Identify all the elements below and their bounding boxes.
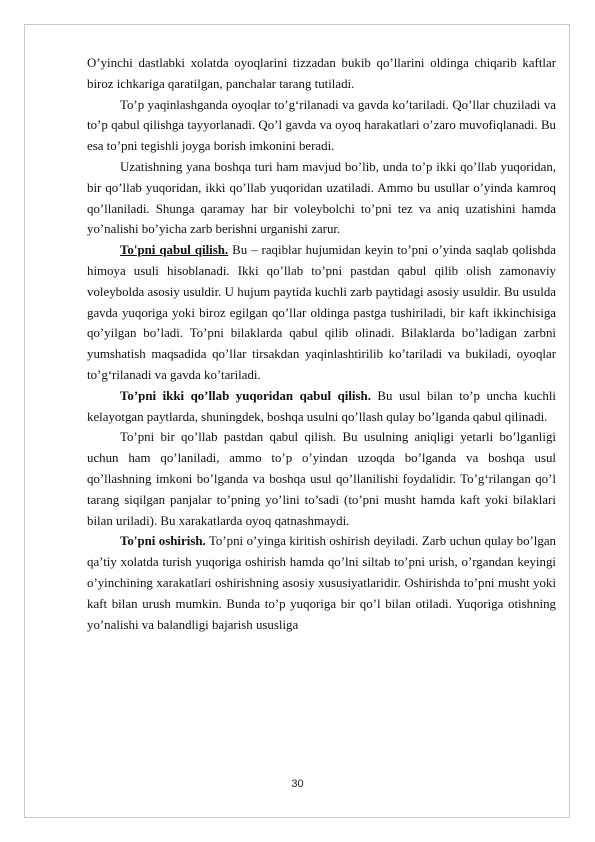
- section-heading-ball-reception: To'pni qabul qilish.: [120, 243, 229, 258]
- paragraph-text: Uzatishning yana boshqa turi ham mavjud bo’lib, unda to’p ikki qo’llab yuqoridan, bir qo’llab yuqoridan, ikki qo’llab yuqoridan uzatiladi. Ammo bu usullar o’yinda kamroq qo’llaniladi. Shunga qaramay har bir voleybolchi to’pni tez va aniq uzatishini hamda yo’nalishi bo’yicha zarb berishni urganishi zarur.: [87, 159, 556, 237]
- paragraph-text: Bu usul bilan to’p uncha kuchli kelayotgan paytlarda, shuningdek, boshqa usulni qo’llash qulay bo’lganda qabul qilinadi.: [87, 388, 556, 424]
- paragraph-4: [87, 240, 556, 386]
- paragraph-2: [87, 95, 556, 157]
- section-heading-two-hand-overhead: To’pni ikki qo’llab yuqoridan qabul qilish.: [120, 388, 371, 403]
- document-body: [87, 53, 556, 635]
- page-number: 30: [291, 778, 304, 790]
- paragraph-5: [87, 386, 556, 428]
- paragraph-6: [87, 427, 556, 531]
- paragraph-text: To’pni bir qo’llab pastdan qabul qilish. Bu usulning aniqligi yetarli bo’lganligi uchun ham qo’laniladi, ammo to’p o’yindan uzoqda bo’lganda va boshqa usul qo’llashning imkoni bo’lganda va boshqa usul qo’llanilishi foydalidir. To’g‘rilangan qo’l tarang siqilgan panjalar to’pning yo’lini to’sadi (to’pni musht hamda kaft yoki bilaklari bilan uriladi). Bu xarakatlarda oyoq qatnashmaydi.: [87, 430, 556, 528]
- paragraph-text: To’p yaqinlashganda oyoqlar to’g‘rilanadi va gavda ko’tariladi. Qo’llar chuziladi va to’p qabul qilishga tayyorlanadi. Qo’l gavda va oyoq harakatlari o’zaro muvofiqlanadi. Bu esa to’pni tegishli joyga borish imkonini beradi.: [87, 97, 556, 154]
- paragraph-3: [87, 157, 556, 240]
- paragraph-7: [87, 531, 556, 635]
- paragraph-text: To’pni o’yinga kiritish oshirish deyiladi. Zarb uchun qulay bo’lgan qa’tiy xolatda turish yuqoriga oshirish hamda qo’lni siltab to’pni urish, o’rgandan keyingi o’yinchining xarakatlari oshirishning asosiy xususiyatlaridir. Oshirishda to’pni musht yoki kaft bilan urush mumkin. Bunda to’p yuqoriga bir qo’l bilan otiladi. Yuqoriga otishning yo’nalishi va balandligi bajarish ususliga: [87, 534, 556, 632]
- section-heading-serve: To'pni oshirish.: [120, 534, 206, 549]
- paragraph-1: [87, 53, 556, 95]
- paragraph-text: O’yinchi dastlabki xolatda oyoqlarini tizzadan bukib qo’llarini oldinga chiqarib kaftlar biroz ichkariga qaratilgan, panchalar tarang tutiladi.: [87, 56, 556, 91]
- paragraph-text: Bu – raqiblar hujumidan keyin to’pni o’yinda saqlab qolishda himoya usuli hisoblanadi. Ikki qo’llab to’pni pastdan qabul qilib olish zamonaviy voleybolda asosiy usuldir. U hujum paytida kuchli zarb paytidagi asosiy usuldir. Bu usulda gavda yuqoriga yoki biroz egilgan qo’llar oldinga pastga tushiriladi, bir kaft ikkinchisiga qo’yilgan bo’ladi. To’pni bilaklarda qabul qilib olinadi. Bilaklarda bo’ladigan zarbni yumshatish maqsadida qo’llar tirsakdan yaqinlashtirilib ko’tariladi va bukiladi, oyoqlar to’g‘rilanadi va gavda ko’tariladi.: [87, 243, 556, 382]
